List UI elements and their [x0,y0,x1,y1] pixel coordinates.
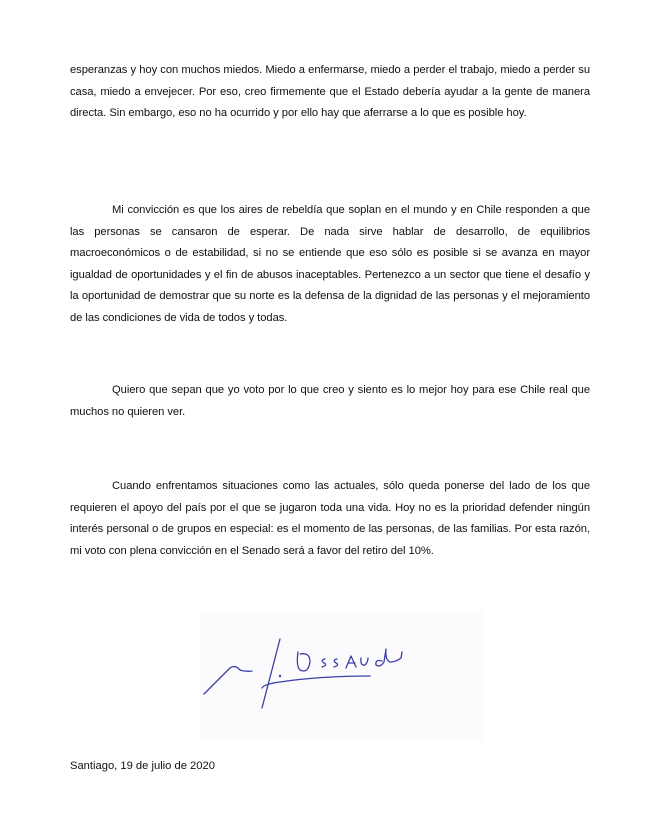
paragraph-2: Mi convicción es que los aires de rebeldía que soplan en el mundo y en Chile responden a que las personas se cansaron de esperar. De nada sirve hablar de desarrollo, de equilibrios macroeconómicos o de estabilidad, si no se entiende que eso sólo es posible si se avanza en mayor igualdad de oportunidades y el fin de abusos inaceptables. Pertenezco a un sector que tiene el desafío y la oportunidad de demostrar que su norte es la defensa de la dignidad de las personas y el mejoramiento de las condiciones de vida de todos y todas. [70,204,590,324]
signature-stroke-s2 [334,659,338,667]
signature-stroke-s1 [322,659,326,667]
signature-image [200,612,483,740]
date-line: Santiago, 19 de julio de 2020 [70,760,215,772]
signature-stroke-dot [279,675,281,677]
paragraph-4: Cuando enfrentamos situaciones como las actuales, sólo queda ponerse del lado de los que requieren el apoyo del país por el que se jugaron toda una vida. Hoy no es la prioridad defender ningún interés personal o de grupos en especial: es el momento de las personas, de las familias. Por esta razón, mi voto con plena convicción en el Senado será a favor del retiro del 10%. [70,480,590,557]
signature-stroke-a [346,656,356,668]
paragraph-1: esperanzas y hoy con muchos miedos. Miedo a enfermarse, miedo a perder el trabajo, miedo a perder su casa, miedo a envejecer. Por eso, creo firmemente que el Estado debería ayudar a la gente de manera directa. Sin embargo, eso no ha ocurrido y por ello hay que aferrarse a lo que es posible hoy. [70,64,590,119]
signature-strokes [200,612,483,740]
paragraph-3: Quiero que sepan que yo voto por lo que creo y siento es lo mejor hoy para ese Chile real que muchos no quieren ver. [70,384,590,418]
signature-stroke-slash [262,639,280,708]
signature-stroke-flourish [204,667,252,695]
signature-stroke-u [361,658,368,665]
signature-stroke-underline [262,676,370,688]
signature-stroke-o [297,652,310,671]
signature-stroke-d [376,649,402,666]
